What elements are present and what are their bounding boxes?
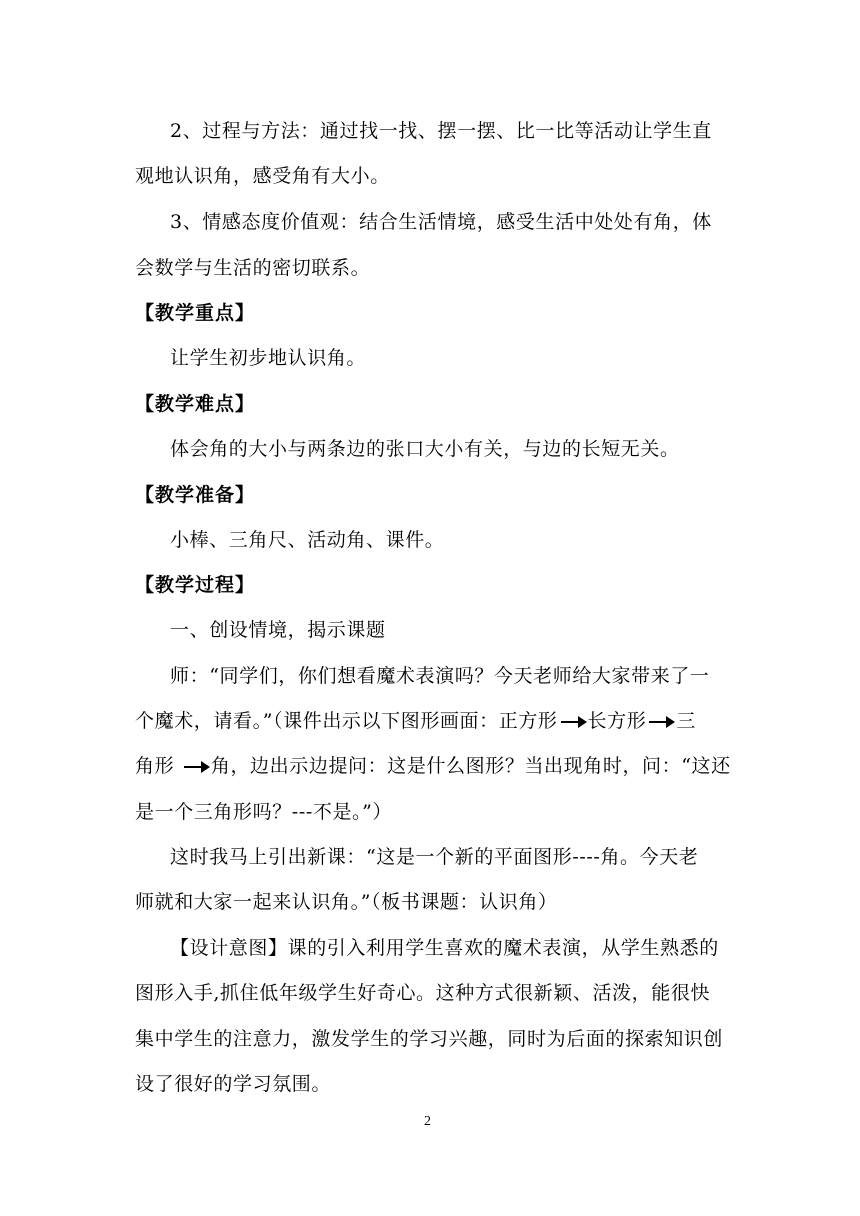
teacher-line2 bbox=[135, 706, 696, 733]
new-lesson-line2: 师就和大家一起来认识角。”（板书课题：认识角） bbox=[135, 891, 558, 913]
right-arrow-icon bbox=[558, 716, 588, 728]
heading-preparation: 【教学准备】 bbox=[135, 484, 256, 506]
design-intent-line3: 集中学生的注意力，激发学生的学习兴趣，同时为后面的探索知识创 bbox=[135, 1028, 724, 1050]
heading-difficulties: 【教学难点】 bbox=[135, 393, 256, 415]
teacher-line2-part-c: 三 bbox=[676, 710, 696, 732]
heading-key-points: 【教学重点】 bbox=[135, 302, 256, 324]
new-lesson-line1: 这时我马上引出新课：“这是一个新的平面图形----角。今天老 bbox=[170, 846, 699, 868]
teacher-line1: 师：“同学们，你们想看魔术表演吗？今天老师给大家带来了一 bbox=[170, 665, 710, 687]
right-arrow-icon bbox=[646, 716, 676, 728]
teacher-line3-part-b: 角，边出示边提问：这是什么图形？当出现角时，问：“这还 bbox=[210, 755, 731, 777]
difficulties-text: 体会角的大小与两条边的张口大小有关，与边的长短无关。 bbox=[170, 438, 680, 460]
objective-process-line2: 观地认识角，感受角有大小。 bbox=[135, 165, 390, 187]
teacher-line3 bbox=[135, 751, 731, 778]
right-arrow-icon bbox=[181, 761, 211, 773]
teacher-line2-part-a: 个魔术，请看。”（课件出示以下图形画面：正方形 bbox=[135, 710, 558, 732]
design-intent-line4: 设了很好的学习氛围。 bbox=[135, 1073, 332, 1095]
key-points-text: 让学生初步地认识角。 bbox=[170, 347, 367, 369]
design-intent-line2: 图形入手,抓住低年级学生好奇心。这种方式很新颖、活泼，能很快 bbox=[135, 982, 711, 1004]
heading-process: 【教学过程】 bbox=[135, 574, 256, 596]
design-intent-line1: 【设计意图】课的引入利用学生喜欢的魔术表演，从学生熟悉的 bbox=[170, 937, 719, 959]
objective-emotion-line2: 会数学与生活的密切联系。 bbox=[135, 257, 371, 279]
objective-emotion-line1: 3、情感态度价值观：结合生活情境，感受生活中处处有角，体 bbox=[170, 211, 712, 233]
teacher-line3-part-a: 角形 bbox=[135, 755, 175, 777]
objective-process-line1: 2、过程与方法：通过找一找、摆一摆、比一比等活动让学生直 bbox=[170, 120, 712, 142]
page-number: 2 bbox=[424, 1114, 431, 1129]
preparation-text: 小棒、三角尺、活动角、课件。 bbox=[170, 529, 445, 551]
teacher-line4: 是一个三角形吗？---不是。”） bbox=[135, 801, 393, 823]
section-1-title: 一、创设情境，揭示课题 bbox=[170, 619, 386, 641]
teacher-line2-part-b: 长方形 bbox=[587, 710, 647, 732]
